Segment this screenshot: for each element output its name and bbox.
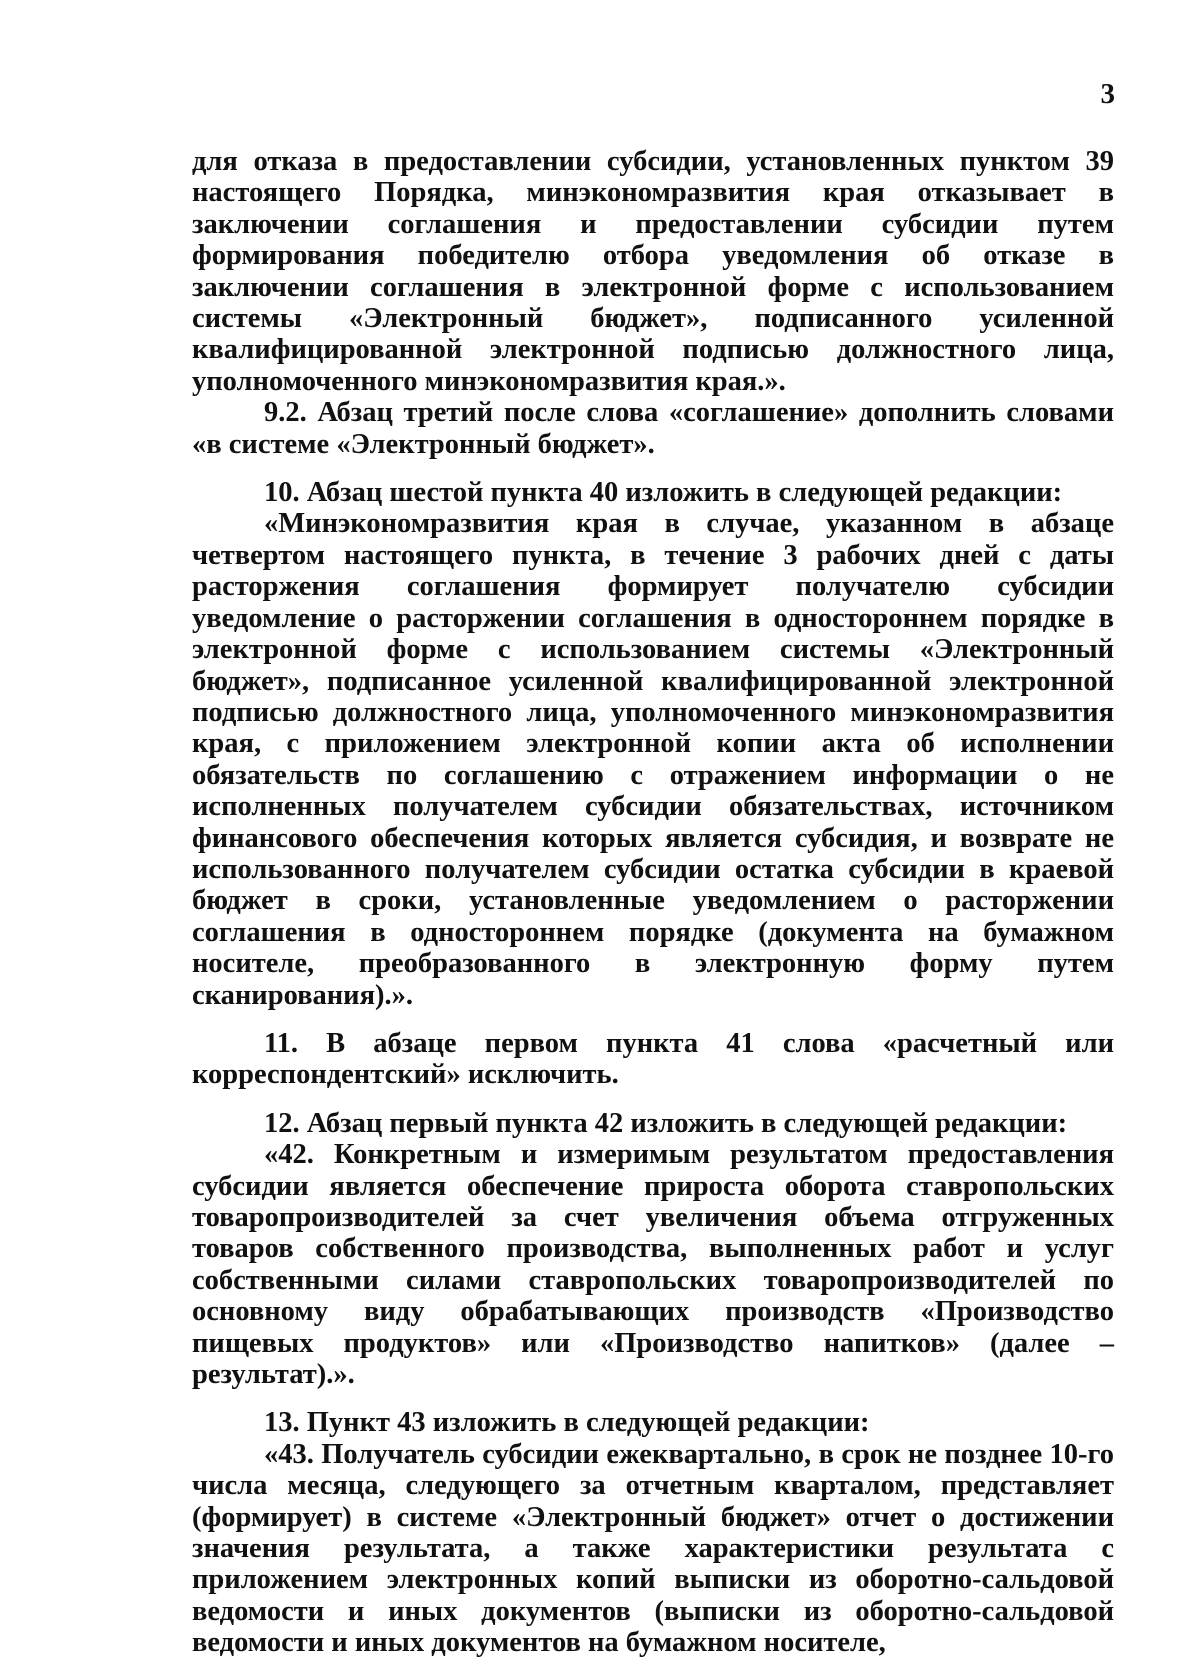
paragraph-12: 12. Абзац первый пункта 42 изложить в следующей редакции: xyxy=(264,1107,1068,1139)
paragraph-11: 11. В абзаце первом пункта 41 слова «расчетный или корреспондентский» исключить. xyxy=(192,1027,1114,1091)
paragraph-13: 13. Пункт 43 изложить в следующей редакции: xyxy=(264,1407,870,1439)
paragraph-10-quote: «Минэкономразвития края в случае, указанном в абзаце четвертом настоящего пункта, в течение 3 рабочих дней с даты расторжения соглашения формирует получателю субсидии уведомление о расторжении соглашения в одностороннем порядке в электронной форме с использованием системы «Электронный бюджет», подписанное усиленной квалифицированной электронной подписью должностного лица, уполномоченного минэкономразвития края, с приложением электронной копии акта об исполнении обязательств по соглашению с отражением информации о не исполненных получателем субсидии обязательствах, источником финансового обеспечения которых является субсидия, и возврате не использованного получателем субсидии остатка субсидии в краевой бюджет в сроки, установленные уведомлением о расторжении соглашения в одностороннем порядке (документа на бумажном носителе, преобразованного в электронную форму путем сканирования).». xyxy=(192,508,1114,1011)
paragraph-12-quote: «42. Конкретным и измеримым результатом предоставления субсидии является обеспечение прироста оборота ставропольских товаропроизводителей за счет увеличения объема отгруженных товаров собственного производства, выполненных работ и услуг собственными силами ставропольских товаропроизводителей по основному виду обрабатывающих производств «Производство пищевых продуктов» или «Производство напитков» (далее – результат).». xyxy=(192,1139,1114,1391)
page-number: 3 xyxy=(1100,78,1115,110)
document-body xyxy=(192,146,1114,1659)
paragraph-9-2: 9.2. Абзац третий после слова «соглашение» дополнить словами «в системе «Электронный бюджет». xyxy=(192,397,1114,460)
paragraph-13-quote: «43. Получатель субсидии ежеквартально, в срок не позднее 10-го числа месяца, следующего за отчетным кварталом, представляет (формирует) в системе «Электронный бюджет» отчет о достижении значения результата, а также характеристики результата с приложением электронных копий выписки из оборотно-сальдовой ведомости и иных документов (выписки из оборотно-сальдовой ведомости и иных документов на бумажном носителе, xyxy=(192,1438,1114,1659)
paragraph-10: 10. Абзац шестой пункта 40 изложить в следующей редакции: xyxy=(264,477,1063,509)
paragraph-continuation: для отказа в предоставлении субсидии, установленных пунктом 39 настоящего Порядка, минэкономразвития края отказывает в заключении соглашения и предоставлении субсидии путем формирования победителю отбора уведомления об отказе в заключении соглашения в электронной форме с использованием системы «Электронный бюджет», подписанного усиленной квалифицированной электронной подписью должностного лица, уполномоченного минэкономразвития края.». xyxy=(192,146,1114,397)
